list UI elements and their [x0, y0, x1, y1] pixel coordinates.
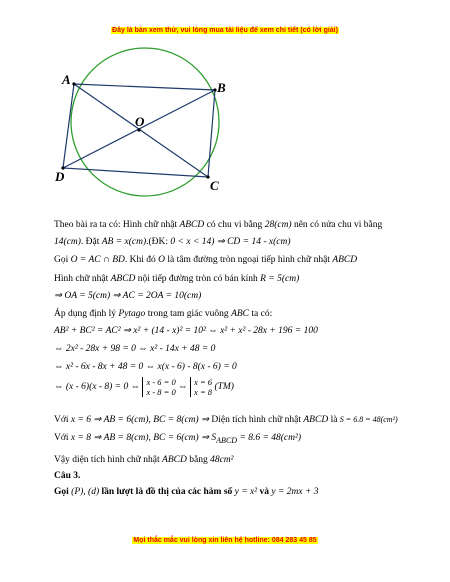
geometry-figure [50, 44, 240, 204]
text-line-5: ⇒ OA = 5(cm) ⇒ AC = 2OA = 10(cm) [54, 291, 202, 301]
system-brace-2: x = 6 x = 8 [190, 377, 212, 397]
text-line-4: Hình chữ nhật ABCD nội tiếp đường tròn có bán kính R = 5(cm) [54, 274, 300, 284]
circumcircle [71, 48, 219, 196]
equation-line-10: ⇔ (x - 6)(x - 8) = 0 ⇔ x - 6 = 0 x - 8 = 0 ⇔ x = 6 x = 8 (TM) [54, 377, 234, 397]
label-c: C [210, 178, 219, 193]
question-heading: Câu 3. [54, 471, 81, 481]
equation-line-7: AB² + BC² = AC² ⇒ x² + (14 - x)² = 10² ⇔ x² + x² - 28x + 196 = 100 [54, 326, 318, 336]
label-o: O [135, 114, 145, 129]
text-line-6: Áp dụng định lý Pytago trong tam giác vuông ABC ta có: [54, 309, 273, 319]
diagonal-ac [74, 84, 208, 177]
text-line-13: Vậy diện tích hình chữ nhật ABCD bằng 48cm² [54, 455, 234, 465]
text-line-12: Với x = 8 ⇒ AB = 8(cm), BC = 6(cm) ⇒ $S_{ABCD} = 8.6 = 48(cm^2)$ [54, 433, 302, 445]
label-b: B [217, 80, 226, 95]
question-text: Gọi (P), (d) lần lượt là đồ thị của các hàm số y = x² và y = 2mx + 3 [54, 487, 319, 497]
text-line-1: Theo bài ra ta có: Hình chữ nhật ABCD có chu vi bằng 28(cm) nên có nửa chu vi bằng [54, 220, 383, 230]
label-a: A [62, 72, 71, 87]
text-line-2: 14(cm). Đặt AB = x(cm).(ĐK: 0 < x < 14) ⇒ CD = 14 - x(cm) [54, 237, 291, 247]
text-line-3: Gọi O = AC ∩ BD. Khi đó O là tâm đường tròn ngoại tiếp hình chữ nhật ABCD [54, 255, 358, 265]
equation-line-9: ⇔ x² - 6x - 8x + 48 = 0 ⇔ x(x - 6) - 8(x - 6) = 0 [54, 362, 237, 372]
system-brace-1: x - 6 = 0 x - 8 = 0 [142, 377, 175, 397]
text-line-11: Với x = 6 ⇒ AB = 6(cm), BC = 8(cm) ⇒ Diện tích hình chữ nhật ABCD là S = 6.8 = 48(cm²) [54, 415, 398, 425]
label-d: D [55, 169, 65, 184]
hotline-notice: Mọi thắc mắc vui lòng xin liên hệ hotline: 084 283 45 85 [133, 537, 317, 544]
preview-notice: Đây là bản xem thử, vui lòng mua tài liệu để xem chi tiết (có lời giải) [112, 27, 338, 34]
equation-line-8: ⇔ 2x² - 28x + 98 = 0 ⇔ x² - 14x + 48 = 0 [54, 344, 216, 354]
